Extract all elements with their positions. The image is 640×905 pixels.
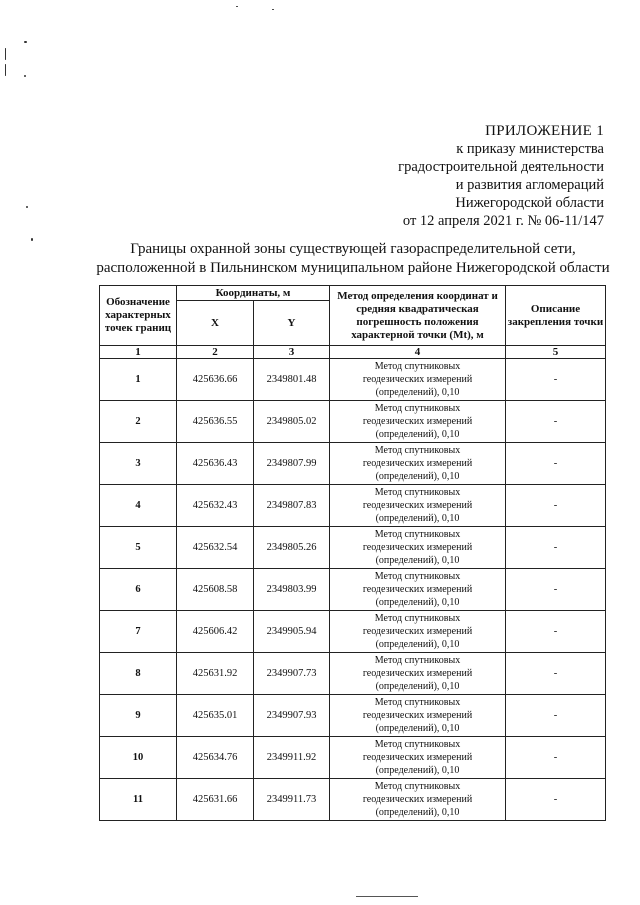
header-x: X (177, 301, 254, 346)
scan-speck (5, 64, 6, 76)
scan-speck (26, 206, 28, 208)
method-cell (330, 359, 506, 401)
fixing-description: - (506, 569, 606, 611)
method-line: Метод спутниковых (374, 487, 461, 498)
coord-x: 425632.43 (177, 485, 254, 527)
method-line: Метод спутниковых (374, 781, 461, 792)
coord-x: 425631.92 (177, 653, 254, 695)
method-line: (определений), 0,10 (375, 681, 460, 692)
method-line: Метод спутниковых (374, 403, 461, 414)
method-cell (330, 485, 506, 527)
fixing-description: - (506, 695, 606, 737)
method-cell (330, 569, 506, 611)
table-row (100, 695, 606, 737)
coord-y: 2349807.83 (254, 485, 330, 527)
method-cell (330, 527, 506, 569)
appendix-line: и развития агломераций (455, 177, 604, 193)
appendix-block (398, 122, 604, 230)
method-cell (330, 401, 506, 443)
coord-x: 425606.42 (177, 611, 254, 653)
method-line: (определений), 0,10 (375, 471, 460, 482)
coord-x: 425632.54 (177, 527, 254, 569)
point-number: 7 (100, 611, 177, 653)
table-row (100, 401, 606, 443)
scan-speck (272, 9, 274, 10)
header-description: Описание закрепления точки (506, 286, 606, 346)
method-cell (330, 779, 506, 821)
header-coordinates: Координаты, м (177, 286, 330, 301)
method-line: Метод спутниковых (374, 613, 461, 624)
method-line: геодезических измерений (362, 500, 473, 511)
scan-speck (236, 6, 238, 7)
coord-x: 425636.66 (177, 359, 254, 401)
header-method: Метод определения координат и средняя квадратическая погрешность положения характерной точки (Mt), м (330, 286, 506, 346)
method-line: геодезических измерений (362, 374, 473, 385)
table-row (100, 527, 606, 569)
fixing-description: - (506, 485, 606, 527)
appendix-line: к приказу министерства (456, 141, 604, 157)
scan-edge-line (356, 896, 418, 897)
table-row (100, 779, 606, 821)
scan-speck (31, 238, 33, 241)
method-cell (330, 695, 506, 737)
column-number: 1 (100, 346, 177, 359)
method-cell (330, 443, 506, 485)
method-line: (определений), 0,10 (375, 429, 460, 440)
point-number: 6 (100, 569, 177, 611)
coord-x: 425634.76 (177, 737, 254, 779)
column-number: 5 (506, 346, 606, 359)
point-number: 4 (100, 485, 177, 527)
coord-x: 425608.58 (177, 569, 254, 611)
method-line: геодезических измерений (362, 626, 473, 637)
boundary-points-table (99, 285, 606, 821)
coord-x: 425631.66 (177, 779, 254, 821)
column-number: 2 (177, 346, 254, 359)
method-line: (определений), 0,10 (375, 387, 460, 398)
appendix-heading: ПРИЛОЖЕНИЕ 1 (485, 123, 604, 139)
point-number: 11 (100, 779, 177, 821)
method-line: геодезических измерений (362, 710, 473, 721)
table-row (100, 443, 606, 485)
scan-speck (5, 48, 6, 60)
point-number: 1 (100, 359, 177, 401)
method-line: Метод спутниковых (374, 445, 461, 456)
coord-y: 2349911.73 (254, 779, 330, 821)
point-number: 10 (100, 737, 177, 779)
column-number-row (100, 346, 606, 359)
method-line: геодезических измерений (362, 542, 473, 553)
method-line: (определений), 0,10 (375, 723, 460, 734)
method-line: Метод спутниковых (374, 529, 461, 540)
appendix-line: Нижегородской области (455, 195, 604, 211)
point-number: 8 (100, 653, 177, 695)
coord-y: 2349803.99 (254, 569, 330, 611)
column-number: 4 (330, 346, 506, 359)
header-point: Обозначение характерных точек границ (100, 286, 177, 346)
method-line: (определений), 0,10 (375, 513, 460, 524)
table-row (100, 359, 606, 401)
table-row (100, 653, 606, 695)
method-line: геодезических измерений (362, 752, 473, 763)
method-line: Метод спутниковых (374, 571, 461, 582)
method-cell (330, 653, 506, 695)
method-line: геодезических измерений (362, 458, 473, 469)
scan-speck (24, 75, 26, 77)
coord-y: 2349801.48 (254, 359, 330, 401)
coord-y: 2349807.99 (254, 443, 330, 485)
coord-y: 2349805.02 (254, 401, 330, 443)
table-row (100, 737, 606, 779)
coord-y: 2349907.73 (254, 653, 330, 695)
fixing-description: - (506, 611, 606, 653)
coord-y: 2349905.94 (254, 611, 330, 653)
coord-x: 425636.55 (177, 401, 254, 443)
fixing-description: - (506, 779, 606, 821)
method-line: (определений), 0,10 (375, 765, 460, 776)
header-y: Y (254, 301, 330, 346)
fixing-description: - (506, 443, 606, 485)
appendix-line: от 12 апреля 2021 г. № 06-11/147 (402, 213, 604, 229)
method-line: геодезических измерений (362, 668, 473, 679)
scan-speck (24, 41, 27, 43)
document-title (60, 240, 640, 278)
appendix-line: градостроительной деятельности (398, 159, 604, 175)
point-number: 3 (100, 443, 177, 485)
coord-x: 425635.01 (177, 695, 254, 737)
method-line: геодезических измерений (362, 584, 473, 595)
fixing-description: - (506, 359, 606, 401)
point-number: 5 (100, 527, 177, 569)
method-line: геодезических измерений (362, 416, 473, 427)
method-line: геодезических измерений (362, 794, 473, 805)
method-line: Метод спутниковых (374, 655, 461, 666)
title-line: расположенной в Пильнинском муниципальном районе Нижегородской области (96, 260, 610, 276)
coord-y: 2349805.26 (254, 527, 330, 569)
method-cell (330, 737, 506, 779)
table-row (100, 485, 606, 527)
method-line: (определений), 0,10 (375, 807, 460, 818)
table-row (100, 611, 606, 653)
method-line: Метод спутниковых (374, 697, 461, 708)
coord-y: 2349907.93 (254, 695, 330, 737)
column-number: 3 (254, 346, 330, 359)
coord-y: 2349911.92 (254, 737, 330, 779)
fixing-description: - (506, 401, 606, 443)
method-cell (330, 611, 506, 653)
method-line: Метод спутниковых (374, 739, 461, 750)
point-number: 9 (100, 695, 177, 737)
point-number: 2 (100, 401, 177, 443)
coord-x: 425636.43 (177, 443, 254, 485)
method-line: (определений), 0,10 (375, 639, 460, 650)
fixing-description: - (506, 653, 606, 695)
title-line: Границы охранной зоны существующей газораспределительной сети, (130, 241, 576, 257)
method-line: (определений), 0,10 (375, 555, 460, 566)
method-line: (определений), 0,10 (375, 597, 460, 608)
fixing-description: - (506, 527, 606, 569)
method-line: Метод спутниковых (374, 361, 461, 372)
table-row (100, 569, 606, 611)
fixing-description: - (506, 737, 606, 779)
